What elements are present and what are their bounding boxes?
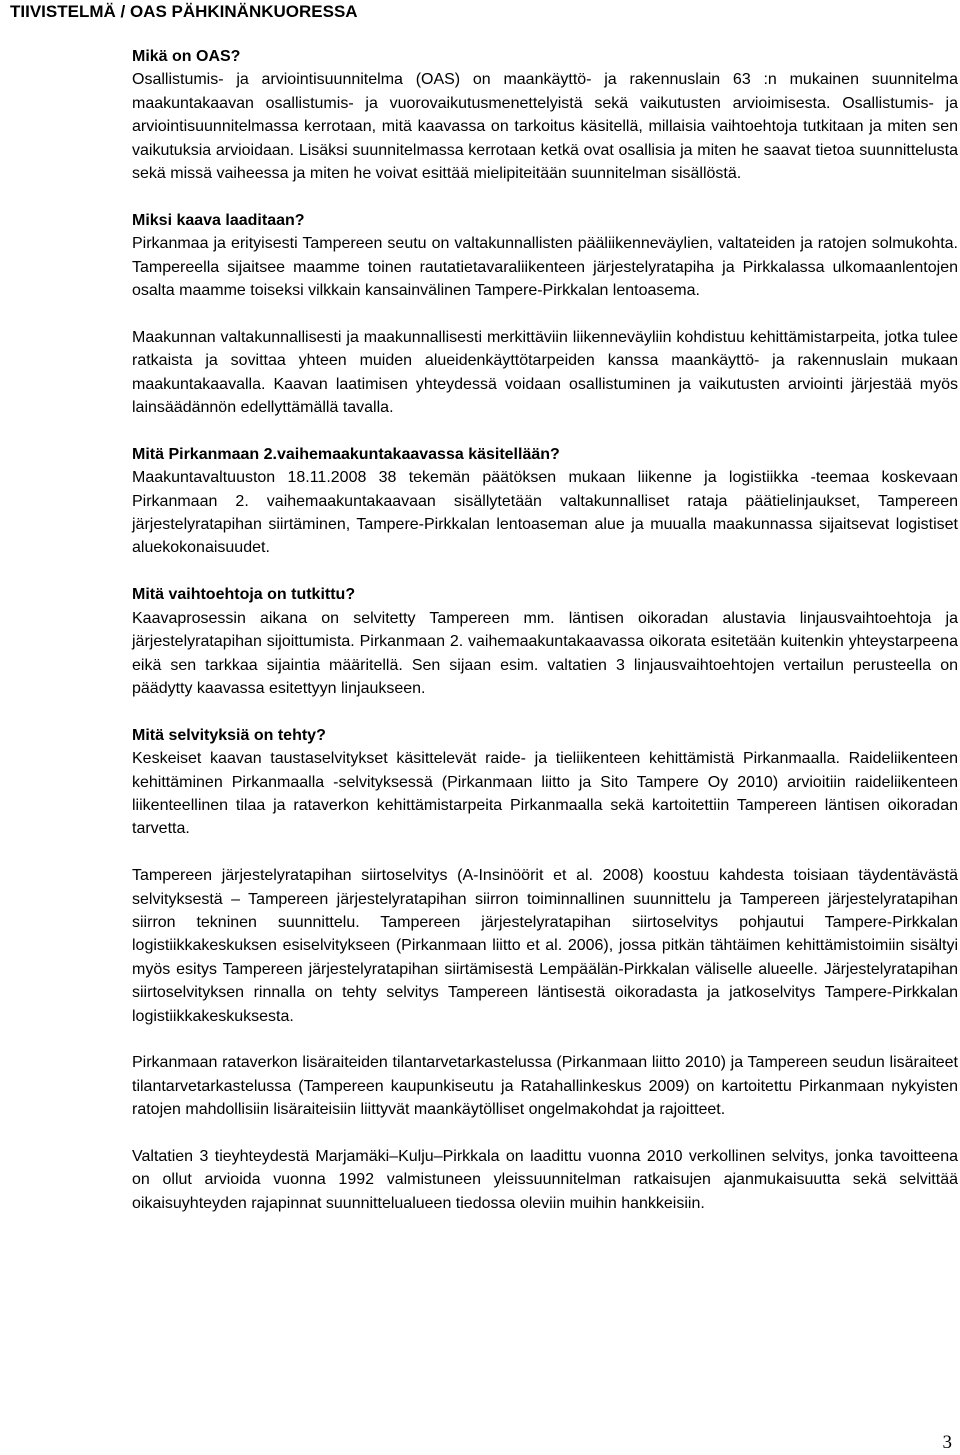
paragraph: Pirkanmaa ja erityisesti Tampereen seutu on valtakunnallisten pääliikenneväylien, valtateiden ja ratojen solmukohta. Tampereella sijaitsee maamme toinen rautatietavaraliikenteen järjestelyratapiha ja Pirkkalassa ulkomaanlentojen osalta maamme toiseksi vilkkain kansainvälinen Tampere-Pirkkalan lentoasema. (132, 235, 958, 300)
section-why-plan (132, 209, 958, 420)
page-title: TIIVISTELMÄ / OAS PÄHKINÄNKUORESSA (10, 2, 358, 21)
paragraph: Keskeiset kaavan taustaselvitykset käsittelevät raide- ja tieliikenteen kehittämistä Pirkanmaalla. Raideliikenteen kehittäminen Pirkanmaalla -selvityksessä (Pirkanmaan liitto ja Sito Tampere Oy 2010) arvioitiin raideliikenteen liikenteellinen tilaa ja rataverkon kehittämistarpeita Pirkanmaalla sekä kartoitettiin Tampereen läntisen oikoradan tarvetta. (132, 750, 958, 838)
section-title: Mikä on OAS? (132, 48, 241, 65)
paragraph: Kaavaprosessin aikana on selvitetty Tampereen mm. läntisen oikoradan alustavia linjausvaihtoehtoja ja järjestelyratapihan sijoittumista. Pirkanmaan 2. vaihemaakuntakaavassa oikorata esitetään kuitenkin yhteystarpeena eikä sen tarkkaa sijaintia määritellä. Sen sijaan esim. valtatien 3 linjausvaihtoehtojen vertailun perusteella on päädytty kaavassa esitettyyn linjaukseen. (132, 609, 958, 697)
section-title: Mitä selvityksiä on tehty? (132, 726, 326, 744)
section-title: Mitä vaihtoehtoja on tutkittu? (132, 586, 356, 604)
section-alternatives (132, 583, 958, 700)
section-studies (132, 724, 958, 1215)
paragraph: Maakunnan valtakunnallisesti ja maakunnallisesti merkittäviin liikenneväyliin kohdistuu kehittämistarpeita, jotka tulee ratkaista ja sovittaa yhteen muiden alueidenkäyttötarpeiden kanssa maankäyttö- ja rakennuslain mukaan maakuntakaavalla. Kaavan laatimisen yhteydessä voidaan osallistuminen ja vaikutusten arviointi järjestää myös lainsäädännön edellyttämällä tavalla. (132, 328, 958, 417)
paragraph: Osallistumis- ja arviointisuunnitelma (OAS) on maankäyttö- ja rakennuslain 63 :n mukainen suunnitelma maakuntakaavan osallistumis- ja vuorovaikutusmenettelyistä sekä vaikutusten arvioimisesta. Osallistumis- ja arviointisuunnitelmassa kerrotaan, mitä kaavassa on tarkoitus käsitellä, millaisia vaihtoehtoja tutkitaan ja miten sen vaikutuksia arvioidaan. Lisäksi suunnitelmassa kerrotaan ketkä ovat osallisia ja miten he saavat tietoa suunnittelusta sekä missä vaiheessa ja miten he voivat esittää mielipiteitään suunnitelman sisällöstä. (132, 71, 958, 183)
section-what-is-oas (132, 45, 958, 185)
paragraph: Pirkanmaan rataverkon lisäraiteiden tilantarvetarkastelussa (Pirkanmaan liitto 2010) ja Tampereen seudun lisäraiteet tilantarvetarkastelussa (Tampereen kaupunkiseutu ja Ratahallinkeskus 2009) on kartoitettu Pirkanmaan nykyisten ratojen mahdollisiin lisäraiteisiin liittyvät maankäytölliset ongelmakohdat ja rajoitteet. (132, 1054, 958, 1119)
page-number: 3 (942, 1432, 952, 1453)
section-title: Mitä Pirkanmaan 2.vaihemaakuntakaavassa käsitellään? (132, 445, 560, 463)
paragraph: Maakuntavaltuuston 18.11.2008 38 tekemän päätöksen mukaan liikenne ja logistiikka -teemaa koskevaan Pirkanmaan 2. vaihemaakuntakaavaan sisällytetään valtakunnalliset rataja päätielinjaukset, Tampereen järjestelyratapihan siirtäminen, Tampere-Pirkkalan lentoaseman alue ja muualla maakunnassa sijaitsevat logistiset aluekokonaisuudet. (132, 469, 958, 557)
section-what-covered (132, 443, 958, 560)
paragraph: Valtatien 3 tieyhteydestä Marjamäki–Kulju–Pirkkala on laadittu vuonna 2010 verkollinen selvitys, jonka tavoitteena on ollut arvioida vuonna 1992 valmistuneen yleissuunnitelman ratkaisujen ajanmukaisuutta sekä selvittää oikaisuyhteyden rajapinnat suunnittelualueen tiedossa oleviin muihin hankkeisiin. (132, 1147, 958, 1212)
section-title: Miksi kaava laaditaan? (132, 211, 305, 229)
paragraph: Tampereen järjestelyratapihan siirtoselvitys (A-Insinöörit et al. 2008) koostuu kahdesta toisiaan täydentävästä selvityksestä – Tampereen järjestelyratapihan siirron toiminnallinen suunnittelu ja Tampereen järjestelyratapihan siirron tekninen suunnittelu. Tampereen järjestelyratapihan siirtoselvitys pohjautui Tampere-Pirkkalan logistiikkakeskuksen esiselvitykseen (Pirkanmaan liitto et al. 2006), jossa pitkän tähtäimen kehittämistoimiin sisältyi myös esitys Tampereen järjestelyratapihan siirtämisestä Lempäälän-Pirkkalan väliselle alueelle. Järjestelyratapihan siirtoselvityksen rinnalla on tehty selvitys Tampereen läntisestä oikoradasta ja jatkoselvitys Tampere-Pirkkalan logistiikkakeskuksesta. (132, 867, 958, 1025)
document-body (132, 45, 958, 1215)
